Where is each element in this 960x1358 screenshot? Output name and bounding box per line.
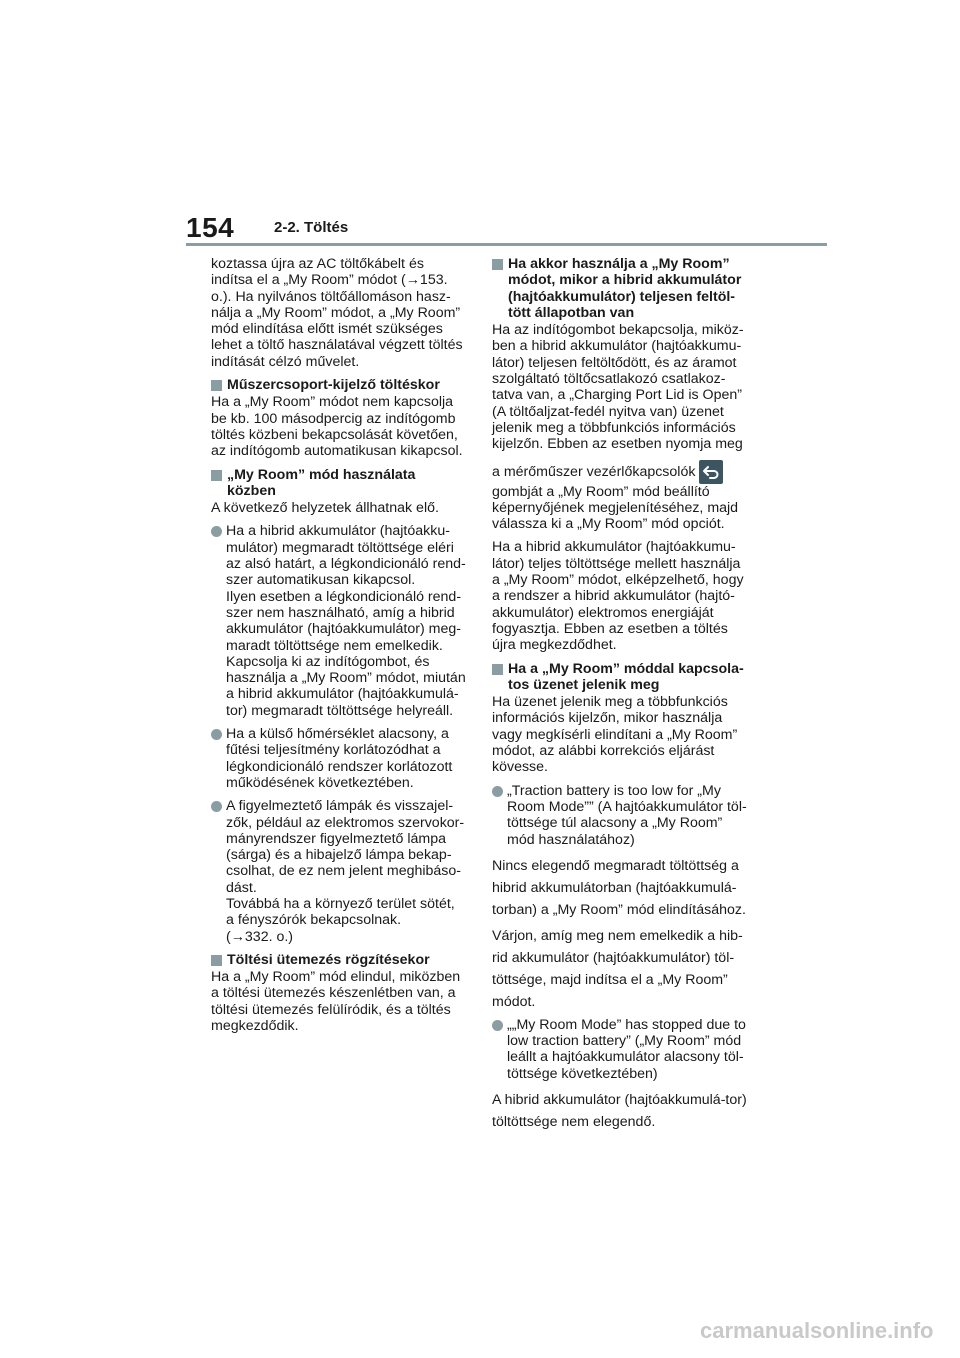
bullet-item: Ha a külső hőmérséklet alacsony, a fűtési teljesítmény korlátozódhat a légkondicionáló rendszer korlátozott működésének következtében. [211, 726, 466, 791]
paragraph: Nincs elegendő megmaradt töltöttség a hibrid akkumulátorban (hajtóakkumulá-torban) a „My Room” mód elindításához. [492, 857, 746, 918]
paragraph: Várjon, amíg meg nem emelkedik a hib-rid akkumulátor (hajtóakkumulátor) töl-töttsége, majd indítsa el a „My Room” módot. [492, 927, 743, 1010]
paragraph: Ha üzenet jelenik meg a többfunkciós információs kijelzőn, mikor használja vagy megkísérli elindítani a „My Room” módot, az alábbi korrekciós eljárást kövesse. [492, 694, 738, 776]
paragraph: Ha a hibrid akkumulátor (hajtóakkumu-látor) teljes töltöttsége mellett használja a „My Room” módot, elképzelhető, hogy a rendszer a hibrid akkumulátor (hajtó-akkumulátor) elektromos energiáját fogyasztja. Ebben az esetben a töltés újra megkezdődhet. [492, 539, 744, 654]
page-number: 154 [186, 212, 235, 243]
watermark: carmanualsonline.info [700, 1318, 934, 1343]
heading-my-room-usage: „My Room” mód használata közben [211, 467, 466, 500]
intro-paragraph: koztassa újra az AC töltőkábelt és indítsa el a „My Room” módot (→153. o.). Ha nyilvános töltőállomáson hasz-nálja a „My Room” módot, a „My Room” mód elindítása előtt ismét szükséges lehet a töltő használatával végzett töltés indítását célzó művelet. [211, 256, 463, 370]
heading-charging-schedule: Töltési ütemezés rögzítésekor [211, 952, 466, 968]
header-divider [186, 243, 827, 246]
square-bullet-icon [211, 380, 222, 391]
paragraph: gombját a „My Room” mód beállító képernyőjének megjelenítéséhez, majd válassza ki a „My Room” mód opciót. [492, 483, 739, 533]
bullet-item: A figyelmeztető lámpák és visszajel-zők, például az elektromos szervokor-mányrendszer figyelmeztető lámpa (sárga) és a hibajelző lámpa bekap-csolhat, de ez nem jelent meghibáso-dást. Továbbá ha a környező terület sötét, a fényszórók bekapcsolnak. (→332. o.) [211, 798, 466, 945]
square-bullet-icon [492, 664, 503, 675]
square-bullet-icon [492, 259, 503, 270]
heading-fully-charged: Ha akkor használja a „My Room” módot, mikor a hibrid akkumulátor (hajtóakkumulátor) teljesen feltöl-tött állapotban van [492, 256, 747, 321]
circle-bullet-icon [211, 801, 222, 812]
bullet-item: „„My Room Mode” has stopped due to low traction battery” („My Room” mód leállt a hajtóakkumulátor alacsony töl-töttsége következtében) [492, 1017, 747, 1082]
circle-bullet-icon [211, 729, 222, 740]
section-title: 2-2. Töltés [274, 219, 349, 236]
paragraph-with-icon: a mérőműszer vezérlőkapcsolók [492, 460, 747, 484]
circle-bullet-icon [211, 526, 222, 537]
square-bullet-icon [211, 470, 222, 481]
paragraph: Ha a „My Room” mód elindul, miközben a töltési ütemezés készenlétben van, a töltési ütemezés felülíródik, és a töltés megkezdődik. [211, 969, 461, 1035]
heading-message-displayed: Ha a „My Room” móddal kapcsola-tos üzenet jelenik meg [492, 661, 747, 694]
bullet-item: „Traction battery is too low for „My Room Mode”” (A hajtóakkumulátor töl-töttsége túl alacsony a „My Room” mód használatához) [492, 783, 747, 848]
paragraph: A következő helyzetek állhatnak elő. [211, 500, 439, 517]
page-header [0, 0, 960, 250]
paragraph: A hibrid akkumulátor (hajtóakkumulá-tor) töltöttsége nem elegendő. [492, 1091, 747, 1130]
bullet-item: Ha a hibrid akkumulátor (hajtóakku-mulátor) megmaradt töltöttsége eléri az alsó határt, a légkondicionáló rend-szer automatikusan kikapcsol. Ilyen esetben a légkondicionáló rend-szer nem használható, amíg a hibrid akkumulátor (hajtóakkumulátor) meg-maradt töltöttsége nem emelkedik. Kapcsolja ki az indítógombot, és használja a „My Room” módot, miután a hibrid akkumulátor (hajtóakkumulá-tor) megmaradt töltöttsége helyreáll. [211, 523, 466, 719]
back-arrow-icon [699, 460, 723, 484]
left-column [211, 256, 466, 1041]
circle-bullet-icon [492, 1020, 503, 1031]
paragraph: Ha az indítógombot bekapcsolja, miköz-ben a hibrid akkumulátor (hajtóakkumu-látor) teljesen feltöltődött, és az áramot szolgáltató töltőcsatlakozó csatlakoz-tatva van, a „Charging Port Lid is Open” (A töltőaljzat-fedél nyitva van) üzenet jelenik meg a többfunkciós információs kijelzőn. Ebben az esetben nyomja meg [492, 322, 744, 453]
square-bullet-icon [211, 955, 222, 966]
heading-instrument-cluster: Műszercsoport-kijelző töltéskor [211, 377, 466, 393]
circle-bullet-icon [492, 786, 503, 797]
page-reference-link[interactable]: (→332. o.) [226, 928, 294, 945]
paragraph: Ha a „My Room” módot nem kapcsolja be kb. 100 másodpercig az indítógomb töltés közbeni bekapcsolását követően, az indítógomb automatikusan kikapcsol. [211, 394, 463, 460]
right-column [492, 256, 747, 1137]
